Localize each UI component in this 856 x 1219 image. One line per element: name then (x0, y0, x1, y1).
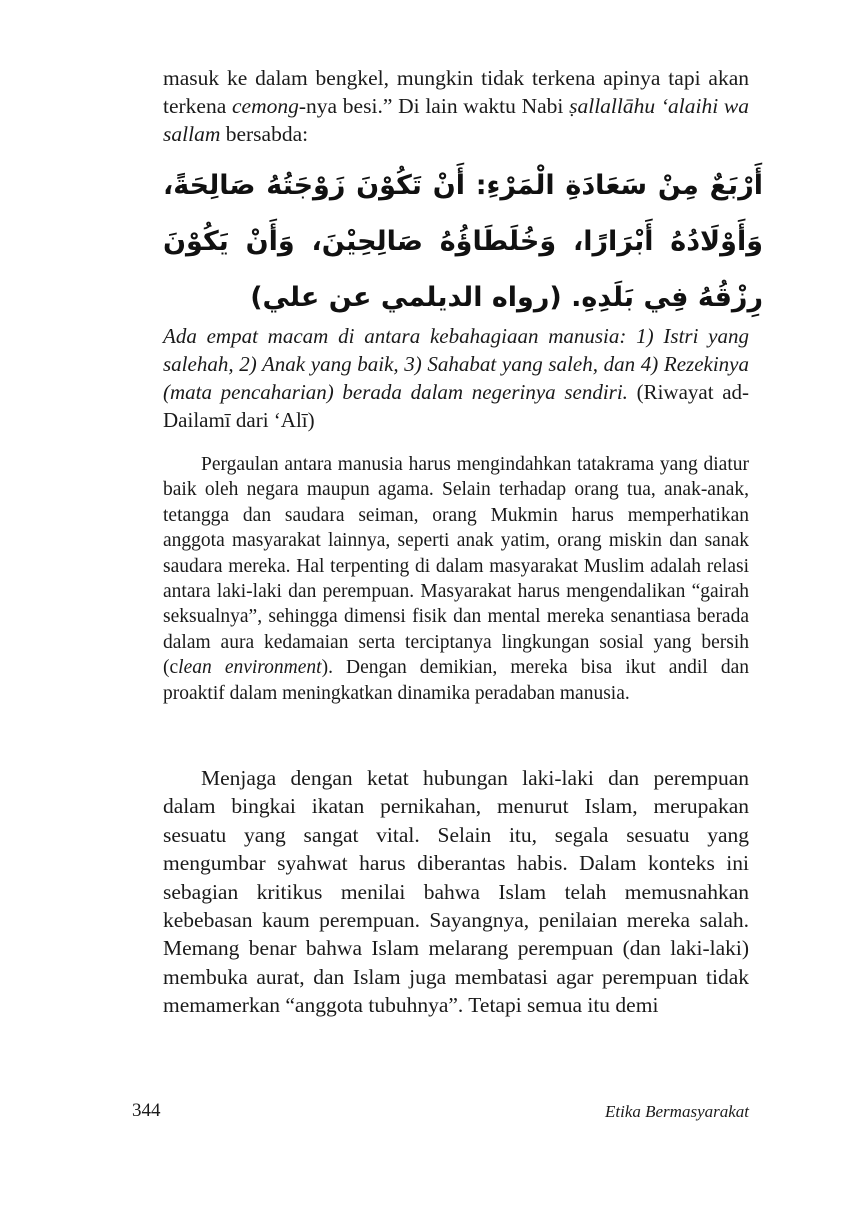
intro-italic-cemong: cemong (232, 94, 299, 118)
translation-source: (Riwayat ad-Dailamī dari ‘Alī) (163, 380, 750, 432)
paragraph-2: Menjaga dengan ketat hubungan laki-laki dan perempuan dalam bingkai ikatan pernikahan, menurut Islam, merupakan sesuatu yang sangat vital. Selain itu, segala sesuatu yang mengumbar syahwat harus diberantas habis. Dalam konteks ini sebagian kritikus menilai bahwa Islam telah memusnahkan kebebasan kaum perempuan. Sayangnya, penilaian mereka salah. Memang benar bahwa Islam melarang perempuan (dan laki-laki) membuka aurat, dan Islam juga membatasi agar perempuan tidak memamerkan “anggota tubuhnya”. Tetapi semua itu demi (163, 766, 749, 1018)
running-title: Etika Bermasyarakat (605, 1102, 749, 1121)
paragraph-1-text-1: Pergaulan antara manusia harus mengindahkan tatakrama yang diatur baik oleh negara maupun agama. Selain terhadap orang tua, anak-anak, tetangga dan saudara seiman, orang Mukmin harus memperhatikan anggota masyarakat lainnya, seperti anak yatim, orang miskin dan sanak saudara mereka. Hal terpenting di dalam masyarakat Muslim adalah relasi antara laki-laki dan perempuan. Masyarakat harus mengendalikan “gairah seksualnya”, sehingga dimensi fisik dan mental mereka senantiasa berada dalam aura kedamaian serta terciptanya lingkungan sosial yang bersih (c (163, 454, 749, 679)
paragraph-1-italic: lean environment (178, 657, 322, 679)
page-number: 344 (132, 1100, 161, 1121)
paragraph-1 (163, 452, 749, 706)
intro-text-1: masuk ke dalam bengkel, mungkin tidak terkena apinya tapi akan terkena (163, 66, 749, 118)
translation-italic: Ada empat macam di antara kebahagiaan manusia: 1) Istri yang salehah, 2) Anak yang baik, 3) Sahabat yang saleh, dan 4) Rezekinya (mata pencaharian) berada dalam negerinya sendiri. (163, 324, 749, 404)
intro-italic-salawat: ṣallallāhu ‘alaihi wa sallam (163, 94, 750, 146)
paragraph-1-text-2: ). Dengan demikian, mereka bisa ikut andil dan proaktif dalam meningkatkan dinamika peradaban manusia. (163, 657, 749, 704)
intro-text-2: -nya besi.” Di lain waktu Nabi (298, 94, 570, 118)
arabic-hadith: أَرْبَعٌ مِنْ سَعَادَةِ الْمَرْءِ: أَنْ تَكُوْنَ زَوْجَتُهُ صَالِحَةً، وَأَوْلَادُهُ أَبْرَارًا، وَخُلَطَاؤُهُ صَالِحِيْنَ، وَأَنْ يَكُوْنَ رِزْقُهُ فِي بَلَدِهِ. (رواه الديلمي عن علي) (163, 170, 763, 313)
intro-text-3: bersabda: (220, 122, 309, 146)
intro-paragraph (163, 64, 749, 148)
hadith-translation (163, 322, 749, 434)
